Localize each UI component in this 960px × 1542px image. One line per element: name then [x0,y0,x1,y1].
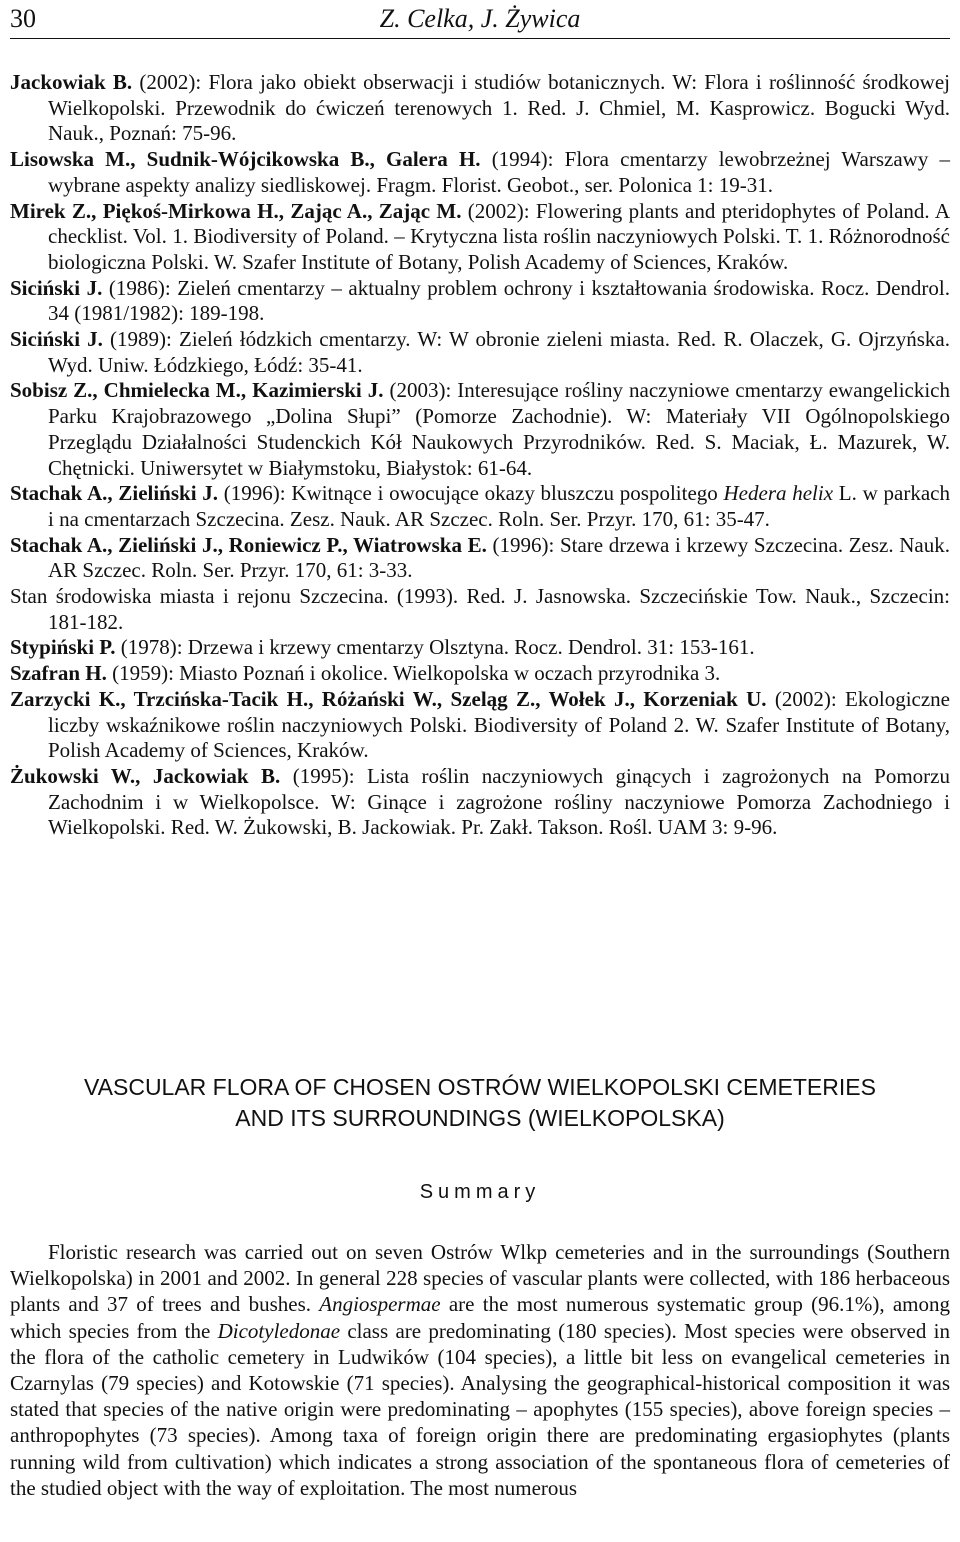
reference-authors: Jackowiak B. [10,70,133,94]
reference-item [10,687,950,764]
reference-item [10,764,950,841]
reference-authors: Siciński J. [10,327,103,352]
reference-item [10,378,950,481]
reference-item [10,635,950,661]
summary-paragraph: Floristic research was carried out on seven Ostrów Wlkp cemeteries and in the surroundings (Southern Wielkopolska) in 2001 and 2002. In general 228 species of vascular plants were collected, with 186 herbaceous plants and 37 of trees and bushes. Angiospermae are the most numerous systematic group (96.1%), among which species from the Dicotyledonae class are predominating (180 species). Most species were observed in the flora of the catholic cemetery in Ludwików (104 species), a little bit less on evangelical cemeteries in Czarnylas (79 species) and Kotowskie (71 species). Analysing the geographical-historical composition it was stated that species of the native origin were predominating – apophytes (155 species), above foreign species – anthropophytes (73 species). Among taxa of foreign origin there are predominating ergasiophytes (plants running wild from cultivation) which indicates a strong association of the spontaneous flora of cemeteries of the studied object with the way of exploitation. The most numerous [10,1240,950,1500]
reference-item [10,327,950,378]
reference-authors: Szafran H. [10,661,107,686]
reference-authors: Stypiński P. [10,635,116,660]
reference-authors: Sobisz Z., Chmielecka M., Kazimierski J. [10,378,384,403]
reference-text: (1996): Kwitnące i owocujące okazy bluszczu pospolitego Hedera helix L. w parkach i na cmentarzach Szczecina. Zesz. Nauk. AR Szczec. Roln. Ser. Przyr. 170, 61: 35-47. [48,481,950,531]
page-number: 30 [10,4,36,33]
reference-item [10,276,950,327]
reference-authors: Stachak A., Zieliński J. [10,481,219,506]
reference-authors: Zarzycki K., Trzcińska-Tacik H., Różański W., Szeląg Z., Wołek J., Korzeniak U. [10,686,767,711]
summary-heading: Summary [419,1181,541,1203]
english-title-line: VASCULAR FLORA OF CHOSEN OSTRÓW WIELKOPOLSKI CEMETERIES [84,1074,876,1100]
english-title [10,1072,950,1134]
reference-text: (2002): Ekologiczne liczby wskaźnikowe roślin naczyniowych Polski. Biodiversity of Poland 2. W. Szafer Institute of Botany, Polish Academy of Sciences, Kraków. [48,686,950,763]
reference-text: (1978): Drzewa i krzewy cmentarzy Olsztyna. Rocz. Dendrol. 31: 153-161. [115,635,755,660]
reference-text: (1994): Flora cmentarzy lewobrzeżnej Warszawy – wybrane aspekty analizy siedliskowej. Fragm. Florist. Geobot., ser. Polonica 1: 19-31. [48,147,950,197]
reference-authors: Stachak A., Zieliński J., Roniewicz P., Wiatrowska E. [10,532,487,557]
reference-text: (1989): Zieleń łódzkich cmentarzy. W: W obronie zieleni miasta. Red. R. Olaczek, G. Ojrzyńska. Wyd. Uniw. Łódzkiego, Łódź: 35-41. [48,327,950,377]
reference-text: Stan środowiska miasta i rejonu Szczecina. (1993). Red. J. Jasnowska. Szczecińskie Tow. Nauk., Szczecin: 181-182. [10,584,950,634]
reference-item [10,533,950,584]
running-title: Z. Celka, J. Żywica [379,4,581,33]
reference-item [10,199,950,276]
reference-text: (1996): Stare drzewa i krzewy Szczecina. Zesz. Nauk. AR Szczec. Roln. Ser. Przyr. 170, 61: 3-33. [48,532,950,583]
reference-list [10,70,950,841]
reference-item [10,70,950,147]
header-rule [10,38,950,39]
reference-authors: Żukowski W., Jackowiak B. [10,763,281,788]
reference-authors: Mirek Z., Piękoś-Mirkowa H., Zając A., Zając M. [10,198,462,223]
reference-text: (2002): Flora jako obiekt obserwacji i studiów botanicznych. W: Flora i roślinność środkowej Wielkopolski. Przewodnik do ćwiczeń terenowych 1. Red. J. Chmiel, M. Kasprowicz. Bogucki Wyd. Nauk., Poznań: 75-96. [48,70,950,146]
reference-item [10,584,950,635]
reference-authors: Siciński J. [10,275,103,300]
reference-item [10,481,950,532]
reference-text: (1959): Miasto Poznań i okolice. Wielkopolska w oczach przyrodnika 3. [106,661,721,686]
page-header [10,0,950,40]
reference-text: (2002): Flowering plants and pteridophytes of Poland. A checklist. Vol. 1. Biodiversity of Poland. – Krytyczna lista roślin naczyniowych Polski. T. 1. Różnorodność biologiczna Polski. W. Szafer Institute of Botany, Polish Academy of Sciences, Kraków. [48,198,950,274]
reference-text: (2003): Interesujące rośliny naczyniowe cmentarzy ewangelickich Parku Krajobrazowego „Dolina Słupi” (Pomorze Zachodnie). W: Materiały VII Ogólnopolskiego Przeglądu Działalności Studenckich Kół Naukowych Przyrodników. Red. S. Maciak, Ł. Mazurek, W. Chętnicki. Uniwersytet w Białymstoku, Białystok: 61-64. [48,378,951,480]
reference-text: (1986): Zieleń cmentarzy – aktualny problem ochrony i kształtowania środowiska. Rocz. Dendrol. 34 (1981/1982): 189-198. [48,275,950,326]
reference-item [10,147,950,198]
reference-item [10,661,950,687]
english-title-line: AND ITS SURROUNDINGS (WIELKOPOLSKA) [235,1105,725,1131]
reference-text: (1995): Lista roślin naczyniowych ginących i zagrożonych na Pomorzu Zachodnim i w Wielkopolsce. W: Ginące i zagrożone rośliny naczyniowe Pomorza Zachodniego i Wielkopolski. Red. W. Żukowski, B. Jackowiak. Pr. Zakł. Takson. Rośl. UAM 3: 9-96. [48,763,950,840]
reference-authors: Lisowska M., Sudnik-Wójcikowska B., Galera H. [10,147,481,172]
